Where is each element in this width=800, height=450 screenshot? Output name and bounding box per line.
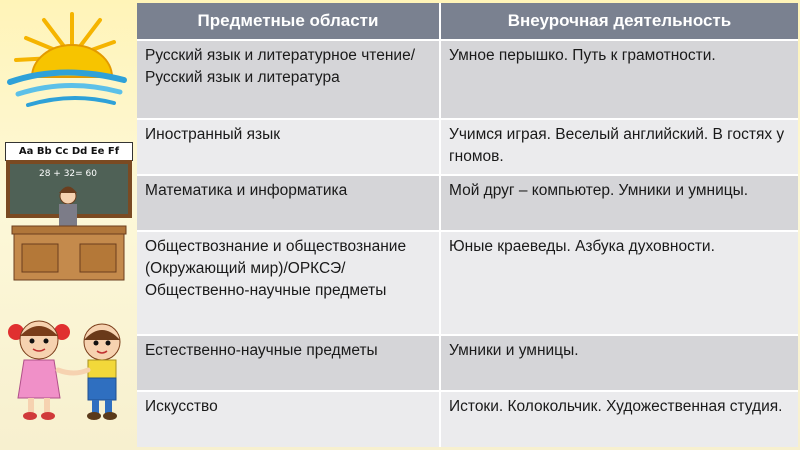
table-row xyxy=(137,175,798,231)
activity-cell: Умное перышко. Путь к грамотности. xyxy=(440,40,798,119)
activity-cell: Юные краеведы. Азбука духовности. xyxy=(440,231,798,335)
table-row xyxy=(137,119,798,175)
sun-icon xyxy=(2,2,132,120)
subject-cell: Обществознание и обществознание (Окружающий мир)/ОРКСЭ/Общественно-научные предметы xyxy=(137,231,440,335)
subject-cell: Математика и информатика xyxy=(137,175,440,231)
activity-cell: Умники и умницы. xyxy=(440,335,798,391)
alphabet-strip xyxy=(5,142,133,161)
activity-cell: Мой друг – компьютер. Умники и умницы. xyxy=(440,175,798,231)
activity-cell: Учимся играя. Веселый английский. В гостях у гномов. xyxy=(440,119,798,175)
chalkboard-text: 28 + 32= 60 xyxy=(38,169,98,179)
subject-cell: Естественно-научные предметы xyxy=(137,335,440,391)
activity-cell: Истоки. Колокольчик. Художественная студия. xyxy=(440,391,798,447)
subject-cell: Иностранный язык xyxy=(137,119,440,175)
table-row xyxy=(137,391,798,447)
alphabet-strip-text: Aa Bb Cc Dd Ee Ff xyxy=(18,146,120,157)
subjects-table xyxy=(137,3,798,447)
header-subject-areas: Предметные области xyxy=(137,3,440,40)
subject-cell: Русский язык и литературное чтение/Русский язык и литература xyxy=(137,40,440,119)
left-illustrations xyxy=(0,0,140,450)
table-header xyxy=(137,3,798,40)
table-row xyxy=(137,335,798,391)
table-row xyxy=(137,40,798,119)
subject-cell: Искусство xyxy=(137,391,440,447)
header-extracurricular: Внеурочная деятельность xyxy=(440,3,798,40)
table-row xyxy=(137,231,798,335)
children-icon xyxy=(2,314,136,434)
